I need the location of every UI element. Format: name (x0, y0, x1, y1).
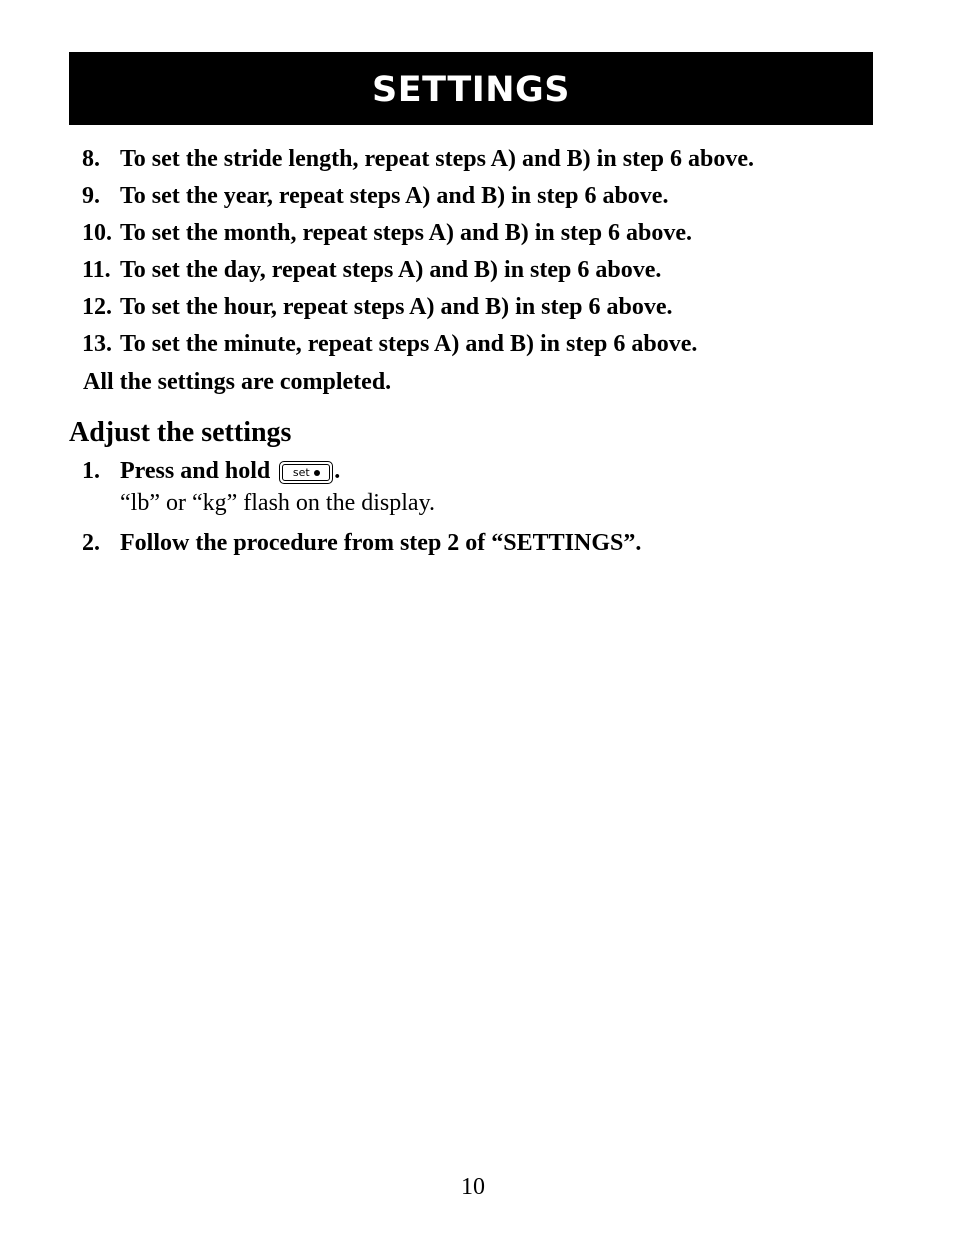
list-item (82, 453, 882, 525)
step-number: 10. (82, 220, 112, 246)
adjust-steps-list (82, 453, 882, 562)
step-text: To set the day, repeat steps A) and B) in step 6 above. (120, 257, 662, 283)
step-number: 2. (82, 530, 100, 556)
section-heading: Adjust the settings (69, 417, 292, 448)
list-item (82, 215, 882, 252)
dot-icon (314, 470, 320, 476)
list-item (82, 252, 882, 289)
set-key-icon (279, 461, 333, 484)
step-line (120, 453, 435, 490)
step-note: “lb” or “kg” flash on the display. (120, 490, 436, 516)
page-number: 10 (461, 1174, 485, 1200)
page-title: SETTINGS (372, 69, 570, 110)
step-text: Follow the procedure from step 2 of “SETTINGS”. (120, 530, 642, 556)
set-key-label: set (292, 466, 310, 479)
step-body (120, 453, 435, 525)
step-number: 13. (82, 331, 112, 357)
header-bar (69, 52, 873, 125)
step-text: To set the minute, repeat steps A) and B) in step 6 above. (120, 331, 698, 357)
step-text: To set the hour, repeat steps A) and B) in step 6 above. (120, 294, 673, 320)
step-text: To set the month, repeat steps A) and B) in step 6 above. (120, 220, 693, 246)
set-key-face (282, 464, 330, 481)
step-period: . (334, 458, 341, 484)
step-body (120, 525, 641, 562)
step-number: 1. (82, 458, 100, 484)
list-item (82, 289, 882, 326)
step-number: 11. (82, 257, 111, 283)
list-item (82, 525, 882, 562)
step-number: 12. (82, 294, 112, 320)
step-number: 9. (82, 183, 100, 209)
completed-text: All the settings are completed. (83, 369, 392, 395)
list-item (82, 326, 882, 363)
step-text: To set the stride length, repeat steps A) and B) in step 6 above. (120, 146, 755, 172)
step-text: To set the year, repeat steps A) and B) in step 6 above. (120, 183, 669, 209)
list-item (82, 178, 882, 215)
settings-steps-list (82, 141, 882, 363)
step-text: Press and hold (120, 458, 271, 484)
step-number: 8. (82, 146, 100, 172)
list-item (82, 141, 882, 178)
